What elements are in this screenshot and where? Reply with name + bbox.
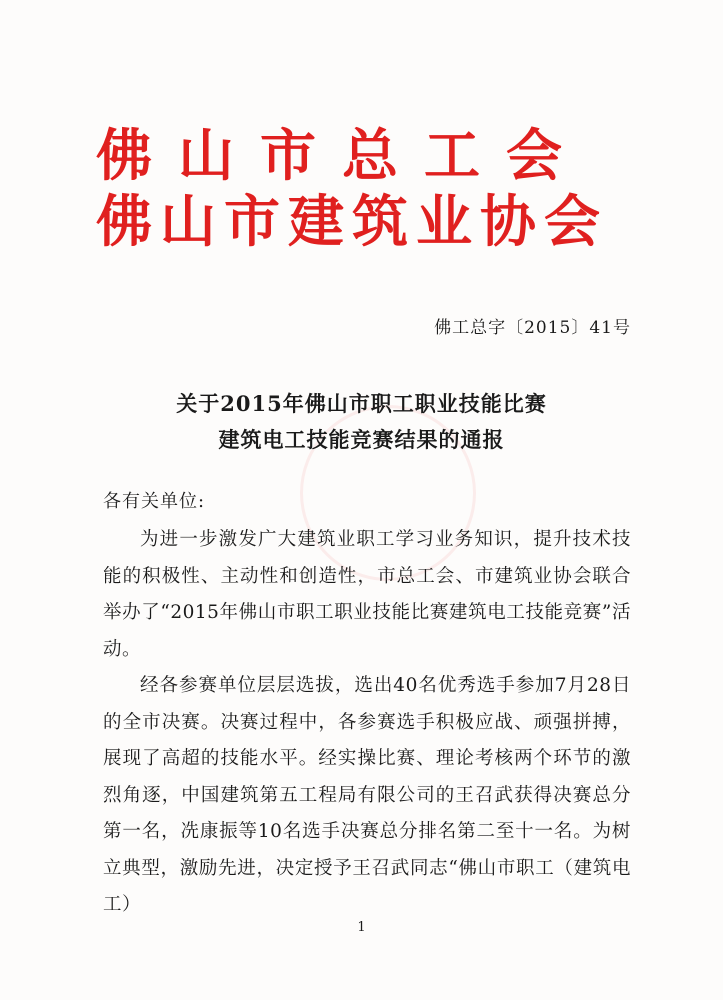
page-number: 1	[357, 920, 366, 935]
body-text	[103, 522, 631, 924]
document-title-line-1: 关于2015年佛山市职工职业技能比赛	[176, 391, 547, 416]
document-number: 佛工总字〔2015〕41号	[434, 318, 631, 338]
document-title-line-2: 建筑电工技能竞赛结果的通报	[218, 427, 505, 452]
body-paragraph-1: 为进一步激发广大建筑业职工学习业务知识，提升技术技能的积极性、主动性和创造性，市总工会、市建筑业协会联合举办了“2015年佛山市职工职业技能比赛建筑电工技能竞赛”活动。	[103, 529, 631, 660]
issuer-name-line-1: 佛山市总工会	[96, 123, 588, 189]
issuer-name-line-2: 佛山市建筑业协会	[96, 189, 608, 255]
salutation: 各有关单位:	[103, 491, 206, 512]
body-paragraph-2: 经各参赛单位层层选拔，选出40名优秀选手参加7月28日的全市决赛。决赛过程中，各参赛选手积极应战、顽强拼搏，展现了高超的技能水平。经实操比赛、理论考核两个环节的激烈角逐，中国建筑第五工程局有限公司的王召武获得决赛总分第一名，冼康振等10名选手决赛总分排名第二至十一名。为树立典型，激励先进，决定授予王召武同志“佛山市职工（建筑电工）	[103, 675, 631, 915]
